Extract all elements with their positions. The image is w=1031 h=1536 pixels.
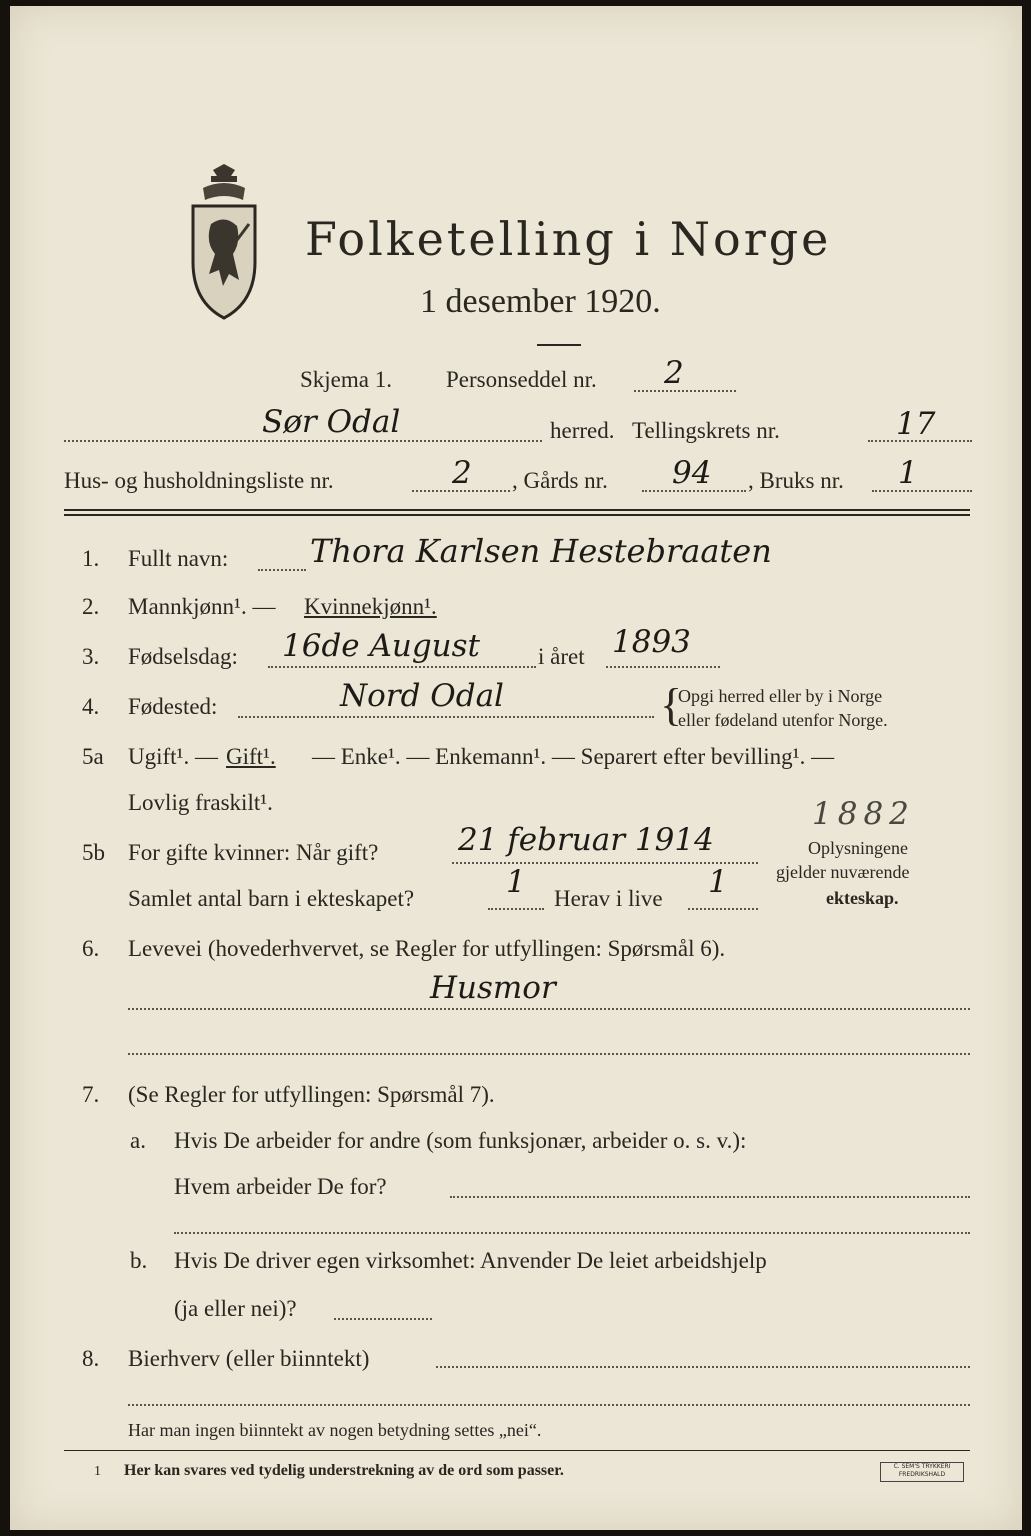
- q6-label: Levevei (hovederhvervet, se Regler for utfyllingen: Spørsmål 6).: [128, 936, 726, 961]
- personseddel-label: Personseddel nr.: [446, 367, 597, 392]
- q5a-number: 5a: [82, 744, 104, 769]
- q2-number: 2.: [82, 594, 100, 619]
- q1-value: Thora Karlsen Hestebraaten: [310, 532, 772, 570]
- title-divider: [537, 344, 581, 346]
- q7a-answer-line-2: [174, 1232, 970, 1234]
- q6-line-1: [128, 1008, 970, 1010]
- q8-answer-line: [436, 1366, 970, 1368]
- norwegian-coat-of-arms-icon: [183, 162, 265, 322]
- q1-number: 1.: [82, 546, 100, 571]
- printer-stamp: [880, 1462, 964, 1482]
- herred-label: herred.: [550, 418, 615, 443]
- header-rule-2: [64, 514, 970, 516]
- q5b-children-line: [488, 908, 544, 910]
- q5a-line2: Lovlig fraskilt¹.: [128, 790, 273, 815]
- gards-value: 94: [672, 455, 712, 491]
- q2-female: Kvinnekjønn¹.: [304, 594, 437, 619]
- q7-label: (Se Regler for utfyllingen: Spørsmål 7).: [128, 1082, 495, 1107]
- header-rule-1: [64, 509, 970, 511]
- q3-year-line: [606, 666, 720, 668]
- form-title: Folketelling i Norge: [305, 212, 832, 266]
- q5b-alive-value: 1: [708, 864, 728, 900]
- printer-stamp-line1: C. SEM'S TRYKKERI: [893, 1463, 951, 1470]
- q7a-answer-line: [450, 1196, 970, 1198]
- q8-number: 8.: [82, 1346, 100, 1371]
- footer-note: Har man ingen biinntekt av nogen betydning settes „nei“.: [128, 1420, 542, 1440]
- q4-value: Nord Odal: [340, 678, 504, 714]
- tellingskrets-value: 17: [896, 406, 936, 442]
- footnote-text: Her kan svares ved tydelig understrekning av de ord som passer.: [124, 1462, 564, 1479]
- hus-label: Hus- og husholdningsliste nr.: [64, 468, 334, 493]
- printer-stamp-line2: FREDRIKSHALD: [898, 1471, 946, 1478]
- census-date: 1 desember 1920.: [420, 283, 661, 320]
- q8-label: Bierhverv (eller biinntekt): [128, 1346, 370, 1371]
- q3-year-label: i året: [538, 644, 585, 669]
- q8-answer-line-2: [128, 1404, 970, 1406]
- q4-note-line2: eller fødeland utenfor Norge.: [678, 710, 888, 730]
- hus-value: 2: [452, 455, 472, 491]
- q5b-children-label: Samlet antal barn i ekteskapet?: [128, 886, 415, 911]
- q5b-note-line2: gjelder nuværende: [776, 862, 910, 882]
- q3-day-value: 16de August: [282, 628, 481, 664]
- q5b-note-line1: Oplysningene: [808, 838, 908, 858]
- q3-label: Fødselsdag:: [128, 644, 238, 669]
- q5a-ugift: Ugift¹. —: [128, 744, 218, 769]
- q5a-gift: Gift¹.: [226, 744, 276, 769]
- q7b-letter: b.: [130, 1248, 148, 1273]
- q7b-line2: (ja eller nei)?: [174, 1296, 297, 1321]
- q5b-children-value: 1: [506, 864, 526, 900]
- q4-line: [238, 716, 654, 718]
- q5b-number: 5b: [82, 840, 105, 865]
- personseddel-line: [634, 390, 736, 392]
- footer-rule: [64, 1450, 970, 1451]
- bruks-line: [872, 490, 972, 492]
- skjema-label: Skjema 1.: [300, 367, 392, 392]
- q1-label: Fullt navn:: [128, 546, 229, 571]
- q4-number: 4.: [82, 694, 100, 719]
- q5b-date-value: 21 februar 1914: [458, 822, 714, 858]
- q7b-answer-line: [334, 1318, 432, 1320]
- q1-line: [258, 569, 306, 571]
- tellingskrets-label: Tellingskrets nr.: [632, 418, 780, 443]
- bruks-value: 1: [898, 455, 918, 491]
- q5b-alive-line: [688, 908, 758, 910]
- q7-number: 7.: [82, 1082, 100, 1107]
- q4-brace: {: [660, 679, 683, 730]
- q7a-letter: a.: [130, 1128, 146, 1153]
- q2-male: Mannkjønn¹. —: [128, 594, 276, 619]
- footnote-mark: 1: [94, 1464, 101, 1479]
- q5b-label: For gifte kvinner: Når gift?: [128, 840, 379, 865]
- q6-number: 6.: [82, 936, 100, 961]
- personseddel-value: 2: [664, 355, 684, 391]
- q3-number: 3.: [82, 644, 100, 669]
- q5b-margin-note: 1882: [812, 796, 915, 832]
- q7a-label: Hvis De arbeider for andre (som funksjonær, arbeider o. s. v.):: [174, 1128, 747, 1153]
- q6-value: Husmor: [430, 970, 556, 1006]
- q7b-label: Hvis De driver egen virksomhet: Anvender De leiet arbeidshjelp: [174, 1248, 767, 1273]
- q5b-alive-label: Herav i live: [554, 886, 663, 911]
- q6-line-2: [128, 1053, 970, 1055]
- q4-label: Fødested:: [128, 694, 218, 719]
- q7a-line2: Hvem arbeider De for?: [174, 1174, 387, 1199]
- gards-label: , Gårds nr.: [512, 468, 608, 493]
- q4-note-line1: Opgi herred eller by i Norge: [678, 686, 883, 706]
- q5b-note-line3: ekteskap.: [826, 888, 899, 908]
- q3-day-line: [268, 666, 536, 668]
- herred-line: [64, 440, 542, 442]
- q5a-rest: — Enke¹. — Enkemann¹. — Separert efter bevilling¹. —: [312, 744, 835, 769]
- q3-year-value: 1893: [612, 624, 691, 660]
- herred-value: Sør Odal: [262, 404, 401, 440]
- bruks-label: , Bruks nr.: [748, 468, 844, 493]
